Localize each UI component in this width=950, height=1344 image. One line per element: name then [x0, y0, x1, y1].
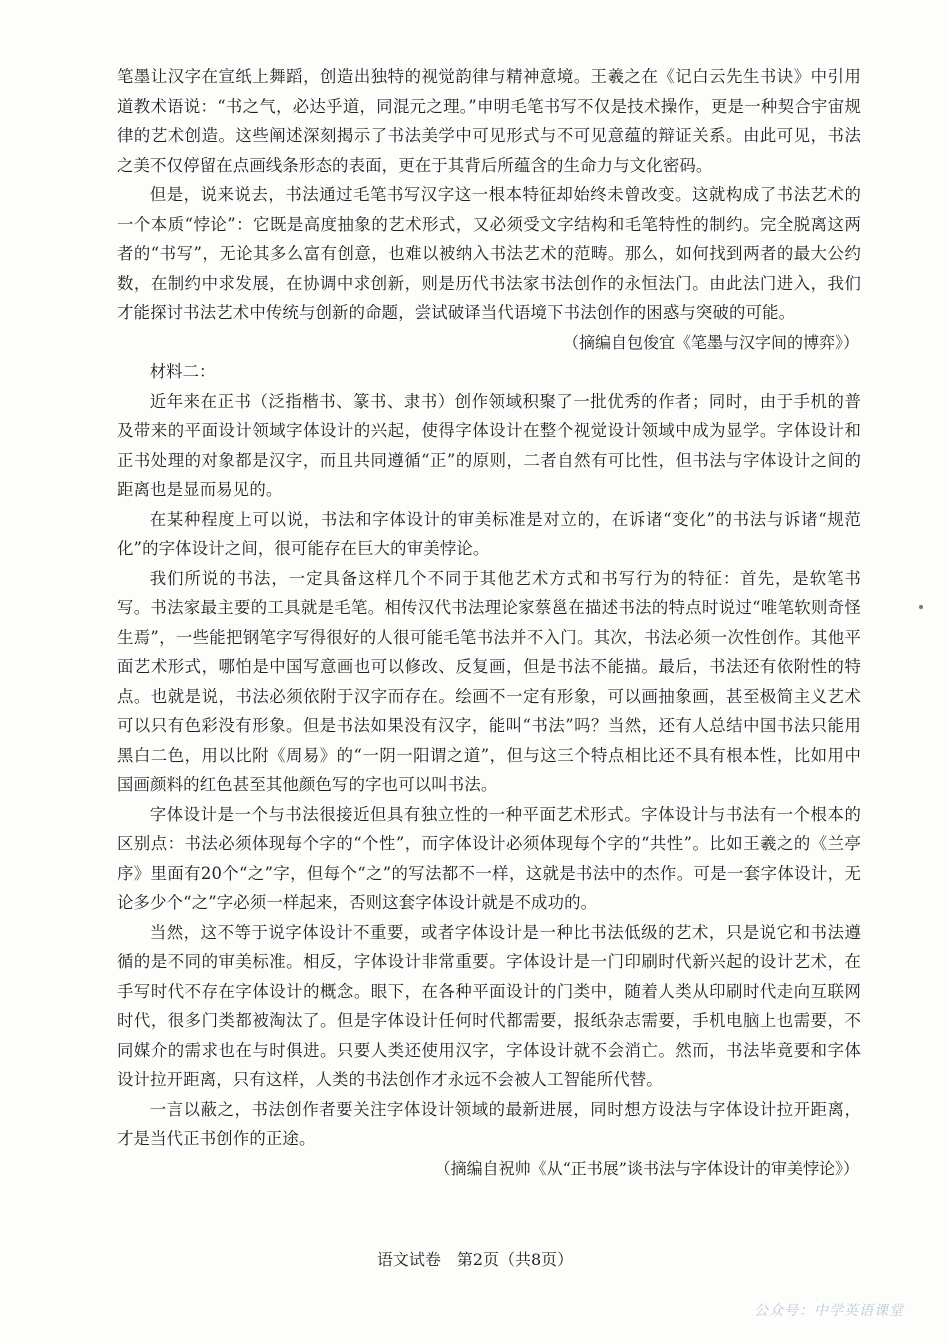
scan-speck [919, 605, 923, 609]
paragraph-1: 笔墨让汉字在宣纸上舞蹈，创造出独特的视觉韵律与精神意境。王羲之在《记白云先生书诀》中引用道教术语说：“书之气，必达乎道，同混元之理。”申明毛笔书写不仅是技术操作，更是一种契合宇宙规律的艺术创造。这些阐述深刻揭示了书法美学中可见形式与不可见意蕴的辩证关系。由此可见，书法之美不仅停留在点画线条形态的表面，更在于其背后所蕴含的生命力与文化密码。 [117, 67, 861, 175]
page-body [117, 62, 861, 1183]
watermark: 公众号：中学英语课堂 [754, 1303, 904, 1319]
material-heading: 材料二： [149, 362, 216, 381]
material2-paragraph-1: 近年来在正书（泛指楷书、篆书、隶书）创作领域积聚了一批优秀的作者；同时，由于手机的普及带来的平面设计领域字体设计的兴起，使得字体设计在整个视觉设计领域中成为显学。字体设计和正书处理的对象都是汉字，而且共同遵循“正”的原则，二者自然有可比性，但书法与字体设计之间的距离也是显而易见的。 [117, 391, 861, 499]
source-citation-2: （摘编自祝帅《从“正书展”谈书法与字体设计的审美悖论》） [434, 1158, 859, 1178]
source-citation-1: （摘编自包俊宜《笔墨与汉字间的博弈》） [562, 332, 859, 352]
material2-paragraph-4: 字体设计是一个与书法很接近但具有独立性的一种平面艺术形式。字体设计与书法有一个根本的区别点：书法必须体现每个字的“个性”，而字体设计必须体现每个字的“共性”。比如王羲之的《兰亭序》里面有20个“之”字，但每个“之”的写法都不一样，这就是书法中的杰作。可是一套字体设计，无论多少个“之”字必须一样起来，否则这套字体设计就是不成功的。 [117, 804, 861, 912]
material2-paragraph-3: 我们所说的书法，一定具备这样几个不同于其他艺术方式和书写行为的特征：首先，是软笔书写。书法家最主要的工具就是毛笔。相传汉代书法理论家蔡邕在描述书法的特点时说过“唯笔软则奇怪生焉”，一些能把钢笔字写得很好的人很可能毛笔书法并不入门。其次，书法必须一次性创作。其他平面艺术形式，哪怕是中国写意画也可以修改、反复画，但是书法不能描。最后，书法还有依附性的特点。也就是说，书法必须依附于汉字而存在。绘画不一定有形象，可以画抽象画，甚至极简主义艺术可以只有色彩没有形象。但是书法如果没有汉字，能叫“书法”吗？当然，还有人总结中国书法只能用黑白二色，用以比附《周易》的“一阴一阳谓之道”，但与这三个特点相比还不具有根本性，比如用中国画颜料的红色甚至其他颜色写的字也可以叫书法。 [117, 568, 861, 794]
material2-paragraph-5: 当然，这不等于说字体设计不重要，或者字体设计是一种比书法低级的艺术，只是说它和书法遵循的是不同的审美标准。相反，字体设计非常重要。字体设计是一门印刷时代新兴起的设计艺术，在手写时代不存在字体设计的概念。眼下，在各种平面设计的门类中，随着人类从印刷时代走向互联网时代，很多门类都被淘汰了。但是字体设计任何时代都需要，报纸杂志需要，手机电脑上也需要，不同媒介的需求也在与时俱进。只要人类还使用汉字，字体设计就不会消亡。然而，书法毕竟要和字体设计拉开距离，只有这样，人类的书法创作才永远不会被人工智能所代替。 [117, 922, 861, 1089]
material2-paragraph-6: 一言以蔽之，书法创作者要关注字体设计领域的最新进展，同时想方设法与字体设计拉开距离，才是当代正书创作的正途。 [117, 1099, 861, 1148]
material2-paragraph-2: 在某种程度上可以说，书法和字体设计的审美标准是对立的，在诉诸“变化”的书法与诉诸“规范化”的字体设计之间，很可能存在巨大的审美悖论。 [117, 509, 861, 558]
paragraph-2: 但是，说来说去，书法通过毛笔书写汉字这一根本特征却始终未曾改变。这就构成了书法艺术的一个本质“悖论”：它既是高度抽象的艺术形式，又必须受文字结构和毛笔特性的制约。完全脱离这两者的“书写”，无论其多么富有创意，也难以被纳入书法艺术的范畴。那么，如何找到两者的最大公约数，在制约中求发展，在协调中求创新，则是历代书法家书法创作的永恒法门。由此法门进入，我们才能探讨书法艺术中传统与创新的命题，尝试破译当代语境下书法创作的困惑与突破的可能。 [117, 185, 861, 322]
page-footer: 语文试卷 第2页（共8页） [376, 1250, 574, 1269]
